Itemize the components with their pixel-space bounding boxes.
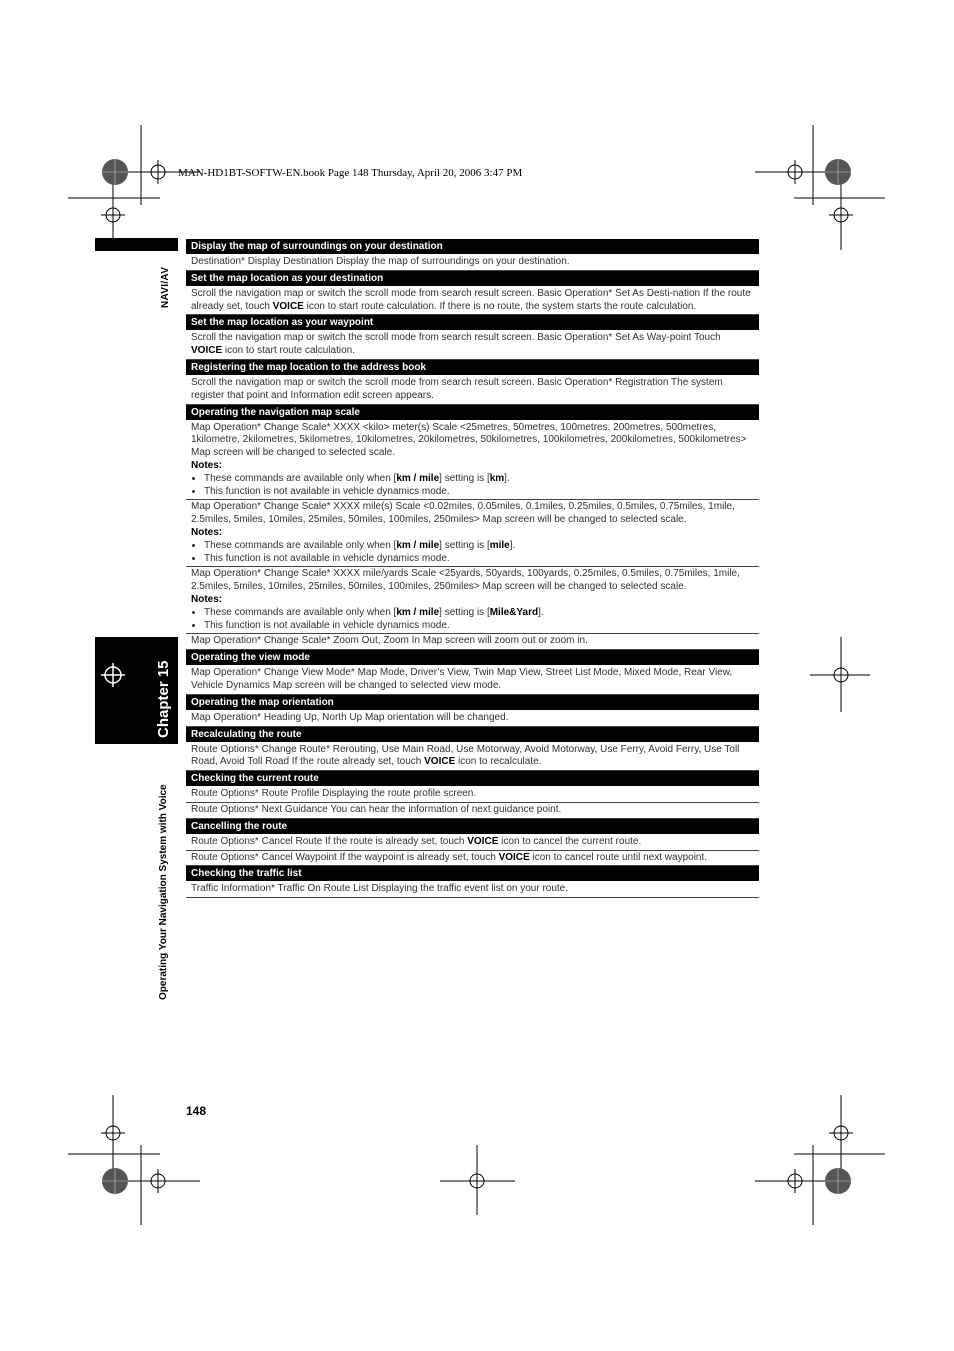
command-entry	[186, 421, 759, 501]
command-text: Route Options* Change Route* Rerouting, Use Main Road, Use Motorway, Avoid Motorway, Use Ferry, Avoid Ferry, Use Toll Road, Avoid Toll Road If the route already set, touch VOICE icon to recalculate.	[191, 743, 740, 768]
note-item: • This function is not available in vehicle dynamics mode.	[204, 553, 754, 566]
section-heading: Display the map of surroundings on your destination	[186, 239, 759, 254]
command-text: Route Options* Cancel Waypoint If the waypoint is already set, touch VOICE icon to cancel route until next waypoint.	[191, 851, 708, 863]
command-entry	[186, 711, 759, 727]
section-heading: Operating the navigation map scale	[186, 405, 759, 420]
command-text: Map Operation* Change Scale* XXXX mile/yards Scale <25yards, 50yards, 100yards, 0.25miles, 0.5miles, 0.75miles, 1mile, 2.5miles, 5miles, 10miles, 25miles, 50miles, 100miles, 250miles> Map screen will be changed to selected scale.	[191, 568, 740, 593]
command-entry	[186, 851, 759, 867]
command-entry	[186, 743, 759, 772]
command-entry	[186, 567, 759, 634]
command-entry	[186, 803, 759, 819]
note-item: • These commands are available only when [km / mile] setting is [km].	[204, 473, 754, 486]
command-text: Route Options* Cancel Route If the route is already set, touch VOICE icon to cancel the current route.	[191, 835, 642, 847]
command-text: Route Options* Route Profile Displaying the route profile screen.	[191, 788, 477, 800]
side-bar-top	[95, 238, 178, 251]
section-heading: Checking the traffic list	[186, 866, 759, 881]
chapter-label	[153, 644, 177, 739]
section-heading: Operating the view mode	[186, 650, 759, 665]
chapter-label-text: Chapter 15	[155, 660, 172, 738]
command-table	[186, 239, 759, 898]
navi-av-tab	[160, 260, 174, 310]
command-entry	[186, 376, 759, 405]
command-text: Map Operation* Heading Up, North Up Map orientation will be changed.	[191, 711, 509, 723]
side-running-title-text: Operating Your Navigation System with Voice	[158, 784, 169, 1000]
side-running-title	[158, 752, 172, 1002]
section-heading: Set the map location as your waypoint	[186, 315, 759, 330]
note-item: • These commands are available only when [km / mile] setting is [mile].	[204, 540, 754, 553]
notes-label: Notes:	[191, 593, 223, 605]
command-entry	[186, 835, 759, 851]
notes-list	[191, 540, 754, 566]
command-entry	[186, 787, 759, 803]
note-item: • This function is not available in vehicle dynamics mode.	[204, 620, 754, 633]
command-text: Map Operation* Change Scale* XXXX <kilo> meter(s) Scale <25metres, 50metres, 100metres, 200metres, 500metres, 1kilometre, 2kilometres, 5kilometres, 10kilometres, 20kilometres, 50kilometres, 100kilometres, 200kilometres, 500kilometres> Map screen will be changed to selected scale.	[191, 421, 747, 459]
notes-list	[191, 473, 754, 499]
notes-label: Notes:	[191, 459, 223, 471]
command-text: Map Operation* Change Scale* Zoom Out, Zoom In Map screen will zoom out or zoom in.	[191, 635, 588, 647]
command-entry	[186, 882, 759, 898]
section-heading: Recalculating the route	[186, 727, 759, 742]
command-entry	[186, 255, 759, 271]
section-heading: Registering the map location to the address book	[186, 360, 759, 375]
section-heading: Operating the map orientation	[186, 695, 759, 710]
command-text: Traffic Information* Traffic On Route List Displaying the traffic event list on your route.	[191, 883, 569, 895]
command-text: Scroll the navigation map or switch the scroll mode from search result screen. Basic Operation* Set As Desti-nation If the route already set, touch VOICE icon to start route calculation. If there is no route, the system starts the route calculation.	[191, 287, 751, 312]
command-text: Map Operation* Change View Mode* Map Mode, Driver’s View, Twin Map View, Street List Mode, Mixed Mode, Rear View, Vehicle Dynamics Map screen will be changed to selected view mode.	[191, 667, 733, 691]
registration-mark-icon	[98, 660, 128, 690]
note-item: • These commands are available only when [km / mile] setting is [Mile&Yard].	[204, 607, 754, 620]
command-entry	[186, 634, 759, 650]
book-header-line: MAN-HD1BT-SOFTW-EN.book Page 148 Thursday, April 20, 2006 3:47 PM	[178, 167, 523, 179]
navi-av-label: NAVI/AV	[160, 266, 171, 308]
section-heading: Set the map location as your destination	[186, 271, 759, 286]
notes-list	[191, 607, 754, 633]
notes-label: Notes:	[191, 526, 223, 538]
command-entry	[186, 500, 759, 567]
note-item: • This function is not available in vehicle dynamics mode.	[204, 486, 754, 499]
command-entry	[186, 331, 759, 360]
command-text: Scroll the navigation map or switch the scroll mode from search result screen. Basic Operation* Registration The system register that point and Information edit screen appears.	[191, 376, 723, 401]
command-text: Destination* Display Destination Display the map of surroundings on your destination.	[191, 256, 570, 267]
command-text: Map Operation* Change Scale* XXXX mile(s) Scale <0.02miles, 0.05miles, 0.1miles, 0.25miles, 0.5miles, 0.75miles, 1mile, 2.5miles, 5miles, 10miles, 25miles, 50miles, 100miles, 250miles> Map screen will be changed to selected scale.	[191, 501, 735, 526]
section-heading: Cancelling the route	[186, 819, 759, 834]
command-text: Route Options* Next Guidance You can hear the information of next guidance point.	[191, 803, 562, 815]
page-number: 148	[186, 1104, 207, 1118]
command-entry	[186, 287, 759, 316]
command-entry	[186, 666, 759, 695]
command-text: Scroll the navigation map or switch the scroll mode from search result screen. Basic Operation* Set As Way-point Touch VOICE icon to start route calculation.	[191, 332, 721, 357]
section-heading: Checking the current route	[186, 771, 759, 786]
